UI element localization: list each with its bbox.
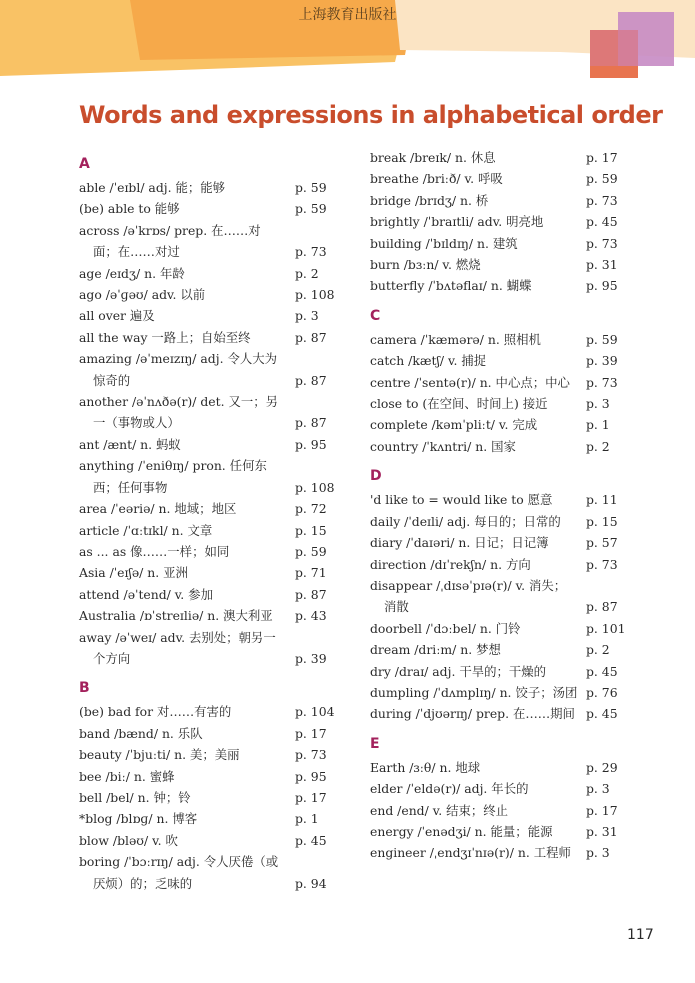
- glossary-section: [370, 735, 625, 864]
- entry-page: p. 95: [586, 278, 618, 294]
- glossary-entry: [79, 851, 329, 894]
- glossary-entry: [79, 498, 329, 519]
- glossary-entry: [79, 627, 329, 670]
- entry-word: amazing /əˈmeɪzɪŋ/ adj. 令人大为惊奇的: [79, 351, 278, 388]
- entry-page: p. 101: [586, 620, 626, 636]
- glossary-entry: [79, 284, 335, 305]
- left-column: [79, 147, 335, 894]
- entry-word: 'd like to = would like to 愿意: [370, 492, 553, 508]
- entry-page: p. 73: [586, 235, 618, 251]
- entry-word: doorbell /ˈdɔːbel/ n. 门铃: [370, 620, 521, 636]
- entry-word: all over 遍及: [79, 308, 155, 324]
- entry-word: brightly /ˈbraɪtli/ adv. 明亮地: [370, 214, 544, 230]
- entry-page: p. 17: [295, 789, 327, 805]
- entry-word: end /end/ v. 结束；终止: [370, 802, 509, 818]
- glossary-entry: [79, 830, 329, 851]
- entry-word: centre /ˈsentə(r)/ n. 中心点；中心: [370, 374, 570, 390]
- glossary-entry: [370, 329, 625, 350]
- glossary-entry: [79, 520, 329, 541]
- glossary-entry: [370, 489, 625, 510]
- glossary-entry: [370, 275, 625, 296]
- entry-word: dry /draɪ/ adj. 干旱的；干燥的: [370, 663, 547, 679]
- glossary-section: [370, 467, 625, 724]
- glossary-entry: [79, 455, 335, 498]
- entry-page: p. 73: [295, 244, 327, 260]
- glossary-entry: [370, 147, 625, 168]
- entry-word: catch /kætʃ/ v. 捕捉: [370, 353, 487, 369]
- glossary-entry: [79, 723, 329, 744]
- glossary-entry: [370, 639, 625, 660]
- entry-word: (be) able to 能够: [79, 201, 180, 217]
- entry-word: Australia /ɒˈstreɪliə/ n. 澳大利亚: [79, 608, 273, 624]
- header-banner: [0, 0, 695, 80]
- entry-page: p. 45: [295, 832, 327, 848]
- entry-page: p. 17: [295, 725, 327, 741]
- entry-page: p. 71: [295, 565, 327, 581]
- entry-word: building /ˈbɪldɪŋ/ n. 建筑: [370, 235, 518, 251]
- page-number: 117: [627, 927, 654, 943]
- glossary-entry: [79, 787, 329, 808]
- entry-word: (be) bad for 对……有害的: [79, 704, 232, 720]
- entry-page: p. 2: [586, 642, 610, 658]
- entry-word: during /ˈdjʊərɪŋ/ prep. 在……期间: [370, 706, 575, 722]
- entry-page: p. 59: [586, 171, 618, 187]
- entry-word: disappear /ˌdɪsəˈpɪə(r)/ v. 消失；消散: [370, 577, 567, 615]
- entry-word: another /əˈnʌðə(r)/ det. 又一；另一（事物或人）: [79, 394, 279, 431]
- glossary-entry: [370, 842, 625, 863]
- entry-page: p. 2: [586, 438, 610, 454]
- glossary-entry: [79, 391, 329, 434]
- glossary-entry: [370, 350, 625, 371]
- glossary-section: [79, 155, 335, 669]
- section-letter: D: [370, 468, 382, 485]
- entry-word: bridge /brɪdʒ/ n. 桥: [370, 192, 489, 208]
- glossary-entry: [370, 554, 625, 575]
- entry-word: dumpling /ˈdʌmplɪŋ/ n. 饺子；汤团: [370, 684, 578, 700]
- glossary-entry: [370, 703, 625, 724]
- entry-word: boring /ˈbɔːrɪŋ/ adj. 令人厌倦（或厌烦）的；乏味的: [79, 854, 279, 891]
- glossary-entry: [79, 808, 329, 829]
- entry-page: p. 31: [586, 823, 618, 839]
- glossary-entry: [79, 701, 335, 722]
- entry-page: p. 87: [586, 599, 618, 615]
- entry-word: engineer /ˌendʒɪˈnɪə(r)/ n. 工程师: [370, 845, 571, 861]
- entry-word: bell /bel/ n. 钟；铃: [79, 789, 191, 805]
- section-letter: C: [370, 307, 381, 324]
- entry-word: bee /biː/ n. 蜜蜂: [79, 768, 175, 784]
- entry-page: p. 108: [295, 287, 335, 303]
- right-column: [370, 147, 625, 864]
- entry-word: direction /dɪˈrekʃn/ n. 方向: [370, 556, 531, 572]
- glossary-entry: [370, 190, 625, 211]
- entry-word: break /breɪk/ n. 休息: [370, 150, 496, 165]
- glossary-entry: [79, 744, 329, 765]
- entry-page: p. 17: [586, 150, 618, 165]
- entry-page: p. 45: [586, 706, 618, 722]
- glossary-entry: [370, 393, 625, 414]
- entry-page: p. 108: [295, 479, 335, 495]
- entry-word: butterfly /ˈbʌtəflaɪ/ n. 蝴蝶: [370, 278, 532, 294]
- entry-word: area /ˈeəriə/ n. 地域；地区: [79, 501, 237, 517]
- glossary-entry: [79, 198, 329, 219]
- entry-word: country /ˈkʌntri/ n. 国家: [370, 438, 516, 454]
- glossary-entry: [79, 584, 329, 605]
- entry-page: p. 1: [295, 811, 319, 827]
- entry-word: band /bænd/ n. 乐队: [79, 725, 203, 741]
- section-letter: B: [79, 680, 90, 697]
- glossary-entry: [370, 168, 625, 189]
- glossary-entry: [370, 511, 625, 532]
- entry-page: p. 17: [586, 802, 618, 818]
- entry-page: p. 87: [295, 586, 327, 602]
- glossary-entry: [370, 821, 625, 842]
- entry-word: camera /ˈkæmərə/ n. 照相机: [370, 331, 541, 347]
- section-letter: A: [79, 156, 90, 172]
- glossary-entry: [370, 778, 625, 799]
- glossary-entry: [79, 177, 329, 198]
- glossary-entry: [370, 532, 625, 553]
- glossary-entry: [370, 661, 625, 682]
- entry-page: p. 95: [295, 768, 327, 784]
- glossary-entry: [370, 233, 625, 254]
- entry-word: anything /ˈeniθɪŋ/ pron. 任何东西；任何事物: [79, 458, 267, 495]
- entry-word: energy /ˈenədʒi/ n. 能量；能源: [370, 823, 553, 839]
- entry-page: p. 59: [295, 201, 327, 217]
- entry-word: complete /kəmˈpliːt/ v. 完成: [370, 417, 538, 433]
- entry-page: p. 11: [586, 492, 618, 508]
- entry-page: p. 43: [295, 608, 327, 624]
- entry-word: beauty /ˈbjuːti/ n. 美；美丽: [79, 747, 240, 763]
- entry-word: Asia /ˈeɪʃə/ n. 亚洲: [79, 565, 188, 581]
- entry-page: p. 15: [586, 513, 618, 529]
- entry-page: p. 59: [295, 543, 327, 559]
- entry-word: close to (在空间、时间上) 接近: [370, 396, 548, 412]
- glossary-entry: [79, 605, 329, 626]
- entry-page: p. 15: [295, 522, 327, 538]
- entry-word: elder /ˈeldə(r)/ adj. 年长的: [370, 781, 529, 797]
- glossary-entry: [370, 575, 625, 618]
- entry-page: p. 59: [586, 331, 618, 347]
- entry-word: away /əˈweɪ/ adv. 去别处；朝另一个方向: [79, 629, 276, 666]
- glossary-entry: [370, 682, 625, 703]
- entry-page: p. 39: [295, 650, 327, 666]
- glossary-entry: [370, 618, 625, 639]
- glossary-entry: [79, 766, 329, 787]
- glossary-entry: [79, 327, 329, 348]
- entry-page: p. 104: [295, 704, 335, 720]
- glossary-entry: [79, 348, 329, 391]
- entry-page: p. 87: [295, 329, 327, 345]
- entry-word: article /ˈɑːtɪkl/ n. 文章: [79, 522, 213, 538]
- glossary-entry: [79, 541, 329, 562]
- glossary-entry: [370, 436, 625, 457]
- entry-page: p. 1: [586, 417, 610, 433]
- entry-word: across /əˈkrɒs/ prep. 在……对面；在……对过: [79, 222, 261, 260]
- entry-word: breathe /briːð/ v. 呼吸: [370, 171, 503, 187]
- glossary-entry: [79, 434, 329, 455]
- entry-page: p. 94: [295, 875, 327, 891]
- entry-page: p. 3: [586, 781, 610, 797]
- entry-page: p. 87: [295, 372, 327, 388]
- section-letter: E: [370, 735, 380, 752]
- entry-page: p. 3: [295, 308, 319, 324]
- entry-word: Earth /ɜːθ/ n. 地球: [370, 759, 481, 775]
- glossary-entry: [370, 800, 625, 821]
- entry-page: p. 57: [586, 535, 618, 551]
- glossary-entry: [79, 220, 329, 263]
- entry-page: p. 95: [295, 436, 327, 452]
- entry-word: ant /ænt/ n. 蚂蚁: [79, 436, 181, 452]
- entry-page: p. 31: [586, 257, 618, 273]
- entry-page: p. 2: [295, 265, 319, 281]
- entry-word: all the way 一路上；自始至终: [79, 329, 251, 345]
- glossary-entry: [370, 757, 625, 778]
- glossary-section: [79, 679, 335, 894]
- entry-page: p. 45: [586, 663, 618, 679]
- entry-page: p. 87: [295, 415, 327, 431]
- entry-word: age /eɪdʒ/ n. 年龄: [79, 265, 185, 281]
- publisher-name: 上海教育出版社: [298, 7, 397, 23]
- page-title: Words and expressions in alphabetical order: [79, 101, 663, 129]
- entry-word: able /ˈeɪbl/ adj. 能；能够: [79, 180, 226, 195]
- entry-page: p. 45: [586, 214, 618, 230]
- glossary-section: [370, 147, 625, 297]
- glossary-entry: [79, 562, 329, 583]
- entry-word: burn /bɜːn/ v. 燃烧: [370, 257, 481, 273]
- entry-page: p. 3: [586, 396, 610, 412]
- glossary-entry: [79, 305, 329, 326]
- glossary-entry: [370, 372, 625, 393]
- entry-word: attend /əˈtend/ v. 参加: [79, 586, 213, 602]
- entry-page: p. 73: [586, 556, 618, 572]
- entry-page: p. 39: [586, 353, 618, 369]
- entry-word: ago /əˈɡəʊ/ adv. 以前: [79, 287, 206, 303]
- entry-page: p. 73: [295, 747, 327, 763]
- entry-page: p. 3: [586, 845, 610, 861]
- entry-page: p. 76: [586, 684, 618, 700]
- entry-word: as ... as 像……一样；如同: [79, 543, 230, 559]
- glossary-entry: [79, 263, 329, 284]
- entry-word: dream /driːm/ n. 梦想: [370, 642, 501, 658]
- glossary-section: [370, 307, 625, 457]
- glossary-entry: [370, 254, 625, 275]
- entry-word: *blog /blɒɡ/ n. 博客: [79, 811, 198, 827]
- entry-page: p. 59: [295, 180, 327, 195]
- entry-page: p. 73: [586, 192, 618, 208]
- entry-word: blow /bləʊ/ v. 吹: [79, 832, 178, 848]
- entry-word: diary /ˈdaɪəri/ n. 日记；日记簿: [370, 535, 549, 551]
- entry-page: p. 72: [295, 501, 327, 517]
- glossary-entry: [370, 414, 625, 435]
- glossary-entry: [370, 211, 625, 232]
- entry-page: p. 29: [586, 759, 618, 775]
- entry-word: daily /ˈdeɪli/ adj. 每日的；日常的: [370, 513, 561, 529]
- entry-page: p. 73: [586, 374, 618, 390]
